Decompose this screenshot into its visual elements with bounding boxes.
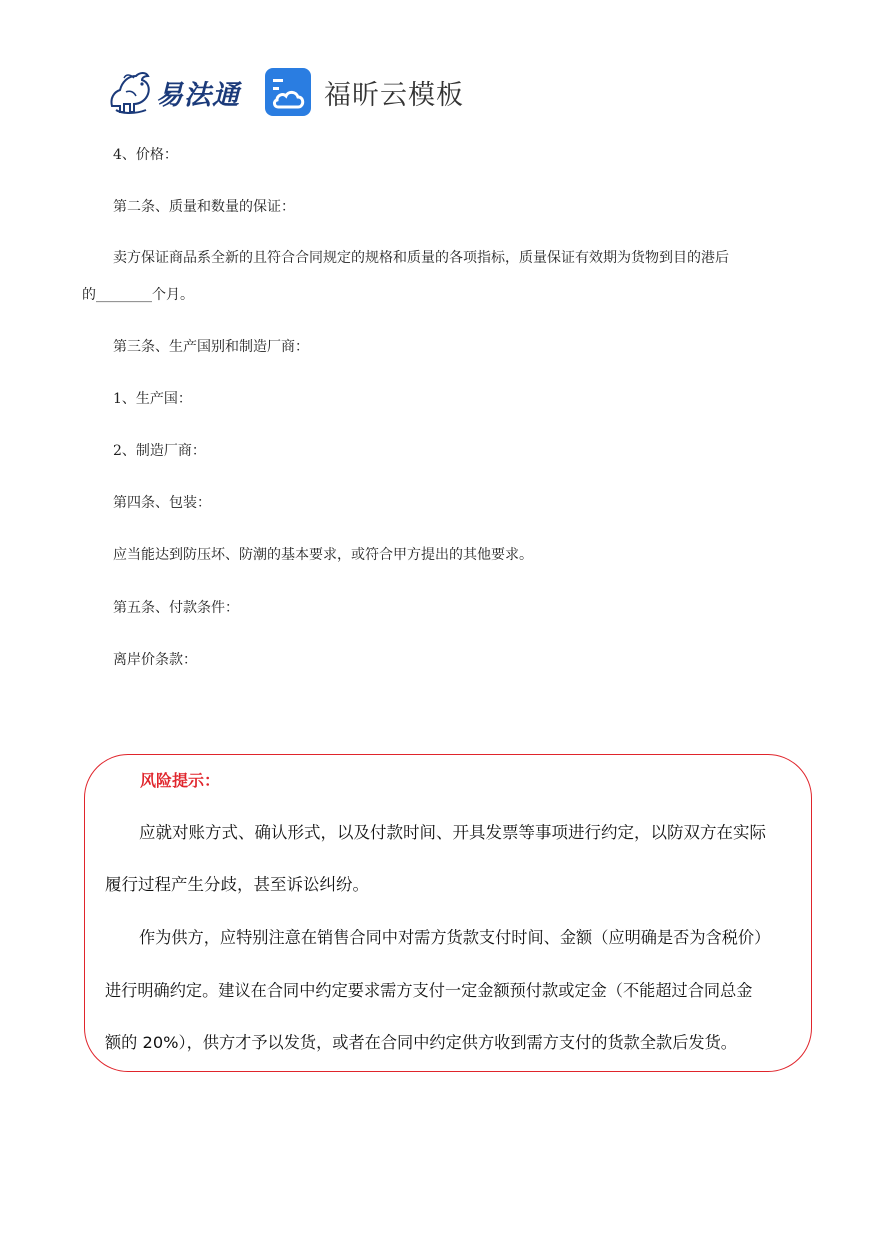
yifatong-logo-text: 易法通 [156,79,240,111]
fob-clause: 离岸价条款： [113,652,197,668]
risk-notice-title: 风险提示： [140,771,221,790]
risk-notice-line: 应就对账方式、确认形式，以及付款时间、开具发票等事项进行约定，以防双方在实际 [139,823,766,842]
packaging-text: 应当能达到防压坏、防潮的基本要求，或符合甲方提出的其他要求。 [113,547,533,563]
manufacturer: 2、制造厂商： [113,443,206,459]
cloud-document-icon [264,67,312,117]
price-heading: 4、价格： [113,147,178,163]
risk-notice-line: 作为供方，应特别注意在销售合同中对需方货款支付时间、金额（应明确是否为含税价） [139,928,771,947]
country-of-origin: 1、生产国： [113,391,192,407]
fuxin-logo [264,67,464,117]
fuxin-logo-text: 福昕云模板 [324,79,464,111]
risk-notice-line: 履行过程产生分歧，甚至诉讼纠纷。 [105,875,369,894]
qilin-mascot-icon [106,66,154,118]
quality-guarantee-text: 卖方保证商品系全新的且符合合同规定的规格和质量的各项指标，质量保证有效期为货物到目的港后 [113,250,729,266]
yifatong-logo [106,64,240,120]
article-4-heading: 第四条、包装： [113,495,211,511]
article-3-heading: 第三条、生产国别和制造厂商： [113,339,309,355]
article-5-heading: 第五条、付款条件： [113,600,239,616]
risk-notice-box [84,754,812,1072]
article-2-heading: 第二条、质量和数量的保证： [113,199,295,215]
risk-notice-line: 额的 20%），供方才予以发货，或者在合同中约定供方收到需方支付的货款全款后发货。 [105,1033,737,1052]
quality-guarantee-text-cont: 的________个月。 [82,287,194,303]
risk-notice-line: 进行明确约定。建议在合同中约定要求需方支付一定金额预付款或定金（不能超过合同总金 [105,981,753,1000]
header-logos [106,62,464,122]
